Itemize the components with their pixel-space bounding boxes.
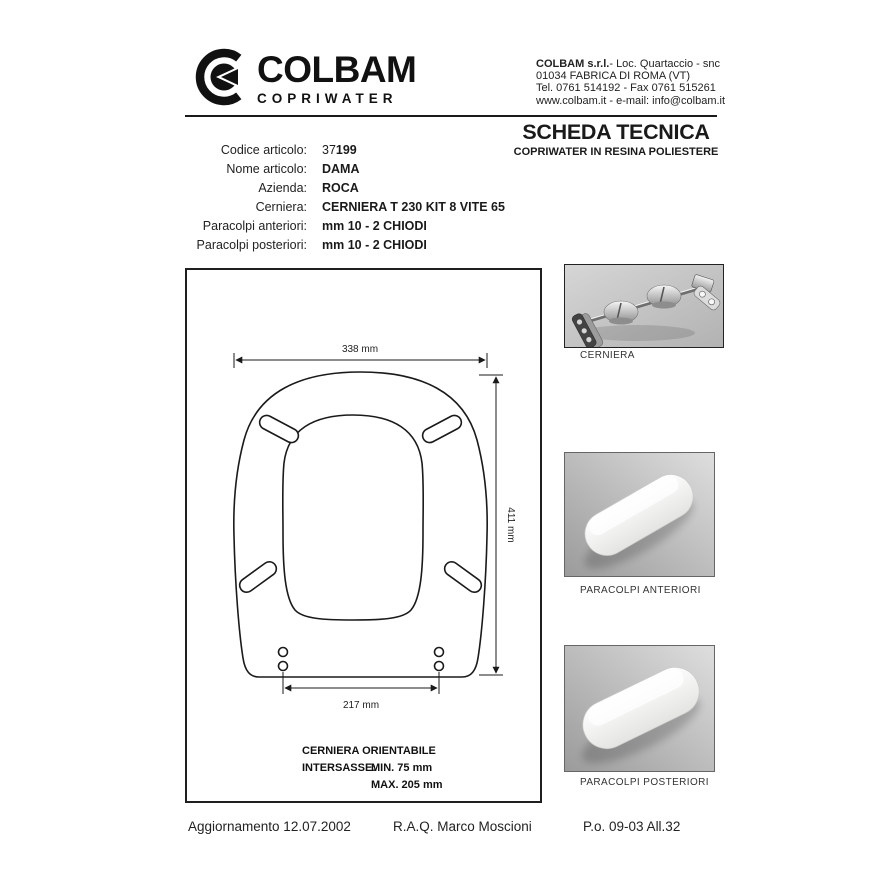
colbam-wordmark: COLBAM [257, 49, 417, 90]
colbam-logo [257, 51, 416, 106]
field-value: mm 10 - 2 CHIODI [322, 238, 427, 252]
hinge-note-min: MIN. 75 mm [371, 762, 433, 774]
field-label: Cerniera: [255, 200, 307, 214]
field-row-azienda [185, 179, 545, 198]
company-line-3: Tel. 0761 514192 - Fax 0761 515261 [536, 82, 716, 95]
dim-width-label: 338 mm [341, 344, 379, 355]
company-info [536, 58, 726, 107]
company-line-2: 01034 FABRICA DI ROMA (VT) [536, 70, 691, 83]
field-label: Azienda: [258, 181, 307, 195]
paracolpi-posteriori-photo [564, 645, 715, 772]
dim-holes-label: 217 mm [342, 700, 380, 711]
header-divider [185, 115, 717, 117]
hinge-hole [279, 662, 288, 671]
company-address-1: - Loc. Quartaccio - snc [609, 58, 720, 70]
company-name: COLBAM s.r.l. [536, 58, 610, 70]
footer-po-reference: P.o. 09-03 All.32 [583, 819, 681, 834]
field-row-nome [185, 160, 545, 179]
field-value: 37199 [322, 143, 357, 157]
field-row-paracolpi-anteriori [185, 217, 545, 236]
hinge-hole [435, 648, 444, 657]
rear-bumper-illustration [565, 646, 714, 771]
field-value: mm 10 - 2 CHIODI [322, 219, 427, 233]
hinge-dome-left [604, 301, 638, 325]
cerniera-photo [564, 264, 724, 348]
field-value: DAMA [322, 162, 360, 176]
front-bumper-illustration [565, 453, 714, 576]
field-label: Nome articolo: [226, 162, 307, 176]
field-value: CERNIERA T 230 KIT 8 VITE 65 [322, 200, 505, 214]
hinge-dome-right [647, 285, 681, 309]
field-label: Paracolpi posteriori: [196, 238, 307, 252]
hinge-illustration [565, 265, 723, 347]
field-label: Paracolpi anteriori: [202, 219, 307, 233]
footer-raq-name: R.A.Q. Marco Moscioni [393, 819, 532, 834]
page-subtitle: COPRIWATER IN RESINA POLIESTERE [513, 146, 719, 158]
hinge-hole [435, 662, 444, 671]
page-title: SCHEDA TECNICA [522, 120, 710, 144]
photo-label-cerniera: CERNIERA [580, 350, 635, 361]
hinge-note-max: MAX. 205 mm [371, 779, 443, 791]
hinge-note-title: CERNIERA ORIENTABILE [302, 745, 436, 757]
paracolpi-anteriori-photo [564, 452, 715, 577]
field-row-cerniera [185, 198, 545, 217]
colbam-tagline: COPRIWATER [257, 91, 398, 106]
colbam-logo-mark [193, 46, 255, 108]
field-value: ROCA [322, 181, 359, 195]
hinge-note-label: INTERSASSE: [302, 762, 376, 774]
hinge-hole [279, 648, 288, 657]
photo-label-paracolpi-anteriori: PARACOLPI ANTERIORI [580, 585, 701, 596]
technical-drawing-box [185, 268, 542, 803]
company-line-4: www.colbam.it - e-mail: info@colbam.it [536, 94, 726, 107]
article-fields [185, 141, 545, 255]
colbam-logo-icon [193, 46, 255, 108]
seat-technical-drawing [187, 270, 540, 801]
company-line-1 [536, 58, 718, 70]
field-row-codice [185, 141, 545, 160]
footer-update-date: Aggiornamento 12.07.2002 [188, 819, 351, 834]
field-label: Codice articolo: [220, 143, 307, 157]
seat-inner-opening [283, 415, 424, 620]
dim-height-label: 411 mm [505, 507, 516, 543]
field-row-paracolpi-posteriori [185, 236, 545, 255]
photo-label-paracolpi-posteriori: PARACOLPI POSTERIORI [580, 777, 709, 788]
